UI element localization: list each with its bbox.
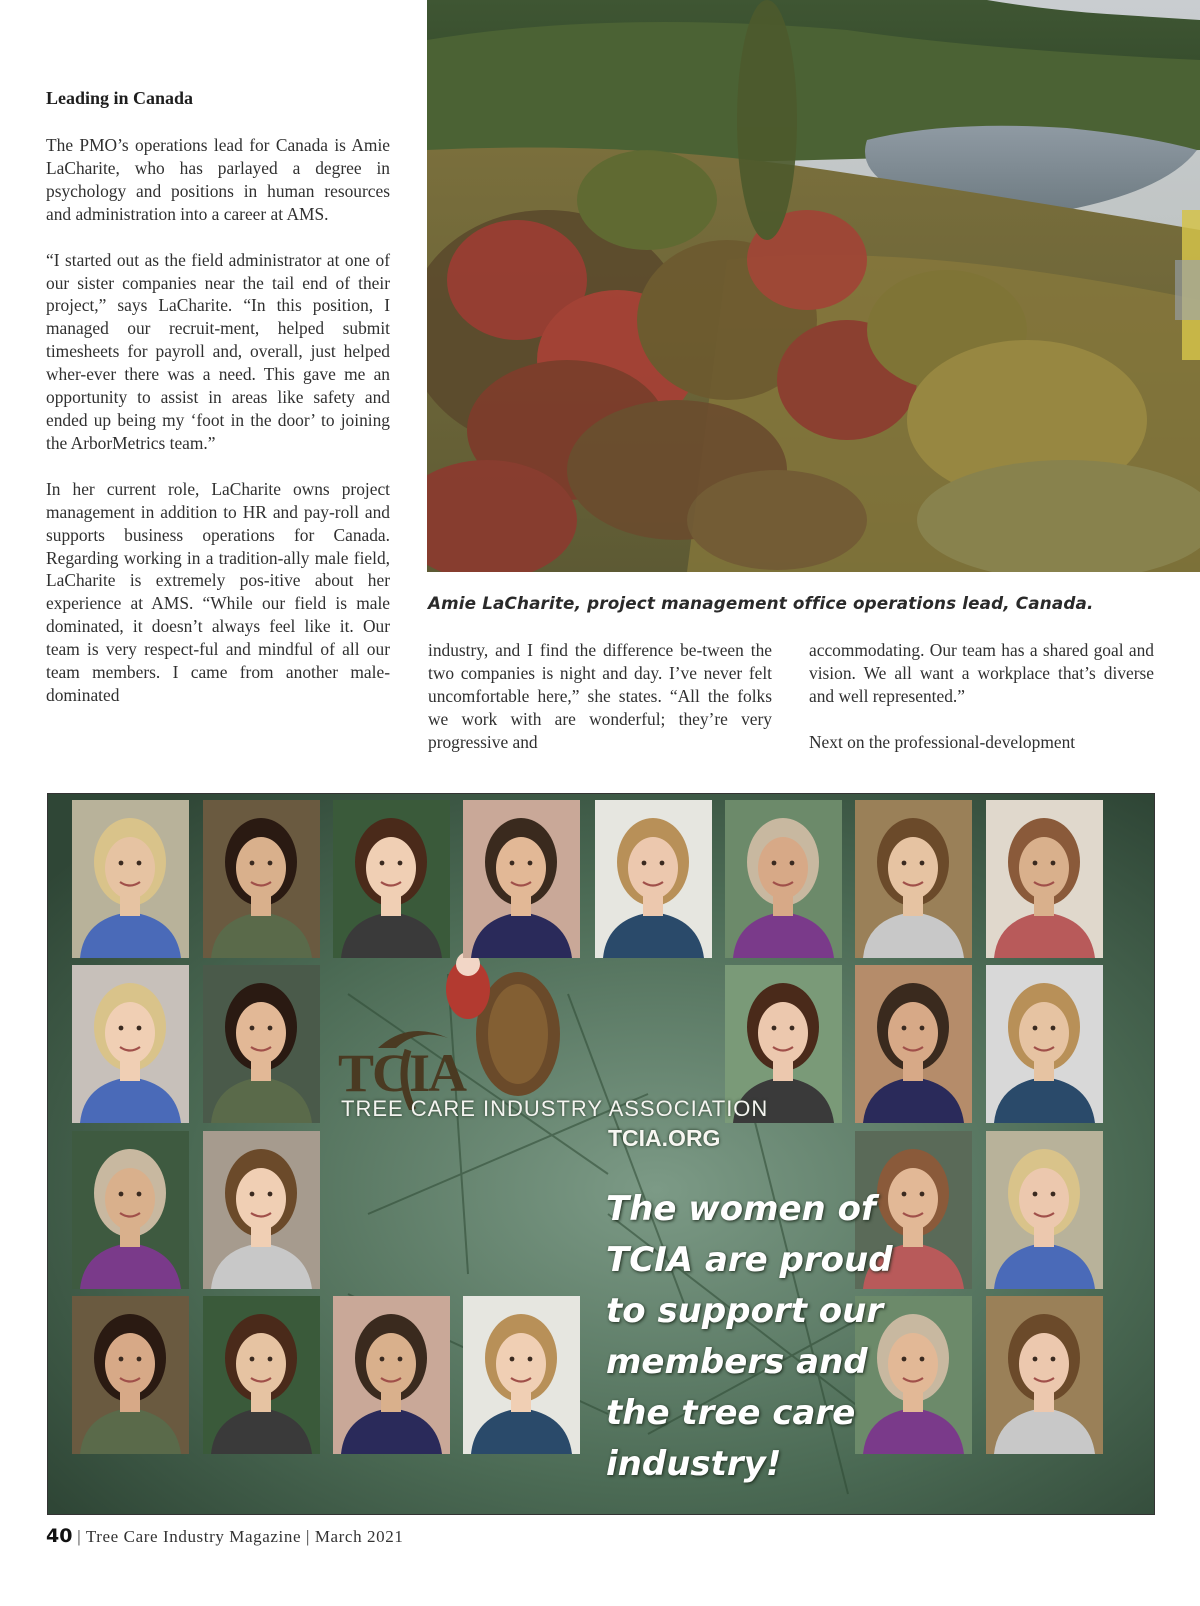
landscape-photo xyxy=(427,0,1200,572)
staff-portrait xyxy=(203,1296,320,1454)
staff-portrait xyxy=(986,800,1103,958)
page-number: 40 xyxy=(46,1525,73,1547)
staff-portrait xyxy=(203,800,320,958)
staff-portrait xyxy=(72,1296,189,1454)
article-column-3 xyxy=(809,639,1154,754)
staff-portrait xyxy=(72,800,189,958)
staff-portrait xyxy=(203,965,320,1123)
staff-portrait xyxy=(463,1296,580,1454)
footer-text: | Tree Care Industry Magazine | March 2021 xyxy=(72,1527,404,1546)
staff-portrait xyxy=(986,1296,1103,1454)
section-heading: Leading in Canada xyxy=(46,88,194,108)
paragraph: Next on the professional-development xyxy=(809,731,1076,752)
page-footer xyxy=(46,1525,403,1547)
staff-portrait xyxy=(333,800,450,958)
staff-portrait xyxy=(595,800,712,958)
staff-portrait xyxy=(855,800,972,958)
tcia-logo-text: TCIA xyxy=(338,1043,466,1103)
association-name: TREE CARE INDUSTRY ASSOCIATION xyxy=(341,1096,769,1121)
staff-portrait xyxy=(725,800,842,958)
staff-portrait xyxy=(855,965,972,1123)
paragraph: “I started out as the field administrator at one of our sister companies near the tail end of their project,” says LaCharite. “In this position, I managed our recruit-ment, helped submit timesheets for payroll and, overall, just helped wher-ever there was a need. This gave me an opportunity to assist in areas like safety and ended up being my ‘foot in the door’ to joining the ArborMetrics team.” xyxy=(46,249,390,453)
photo-caption: Amie LaCharite, project management office operations lead, Canada. xyxy=(428,593,1094,613)
ad-message: The women of TCIA are proud to support our members and the tree care industry! xyxy=(606,1189,893,1484)
association-url[interactable]: TCIA.ORG xyxy=(608,1125,721,1151)
paragraph: In her current role, LaCharite owns project management in addition to HR and pay-roll and supports business operations for Canada. Regarding working in a tradition-ally male field, LaCharite is extremely pos-itive about her experience at AMS. “While our field is male dominated, it doesn’t always feel like it. Our team is very respect-ful and mindful of all our team members. I came from another male-dominated xyxy=(46,478,390,705)
staff-portrait xyxy=(333,1296,450,1454)
landscape-illustration xyxy=(427,0,1200,572)
staff-portrait xyxy=(72,1131,189,1289)
paragraph: The PMO’s operations lead for Canada is Amie LaCharite, who has parlayed a degree in psychology and positions in human resources and administration into a career at AMS. xyxy=(46,135,390,224)
paragraph: industry, and I find the difference be-tween the two companies is night and day. I’ve never felt uncomfortable here,” she states. “All the folks we work with are wonderful; they’re very progressive and xyxy=(428,640,772,752)
staff-portrait xyxy=(463,800,580,958)
staff-portrait xyxy=(203,1131,320,1289)
paragraph: accommodating. Our team has a shared goal and vision. We all want a workplace that’s diverse and well represented.” xyxy=(809,640,1154,706)
staff-portrait xyxy=(986,1131,1103,1289)
article-column-1 xyxy=(46,134,390,707)
staff-portrait xyxy=(986,965,1103,1123)
staff-portrait xyxy=(72,965,189,1123)
article-column-2 xyxy=(428,639,772,754)
tcia-advertisement xyxy=(47,793,1155,1515)
